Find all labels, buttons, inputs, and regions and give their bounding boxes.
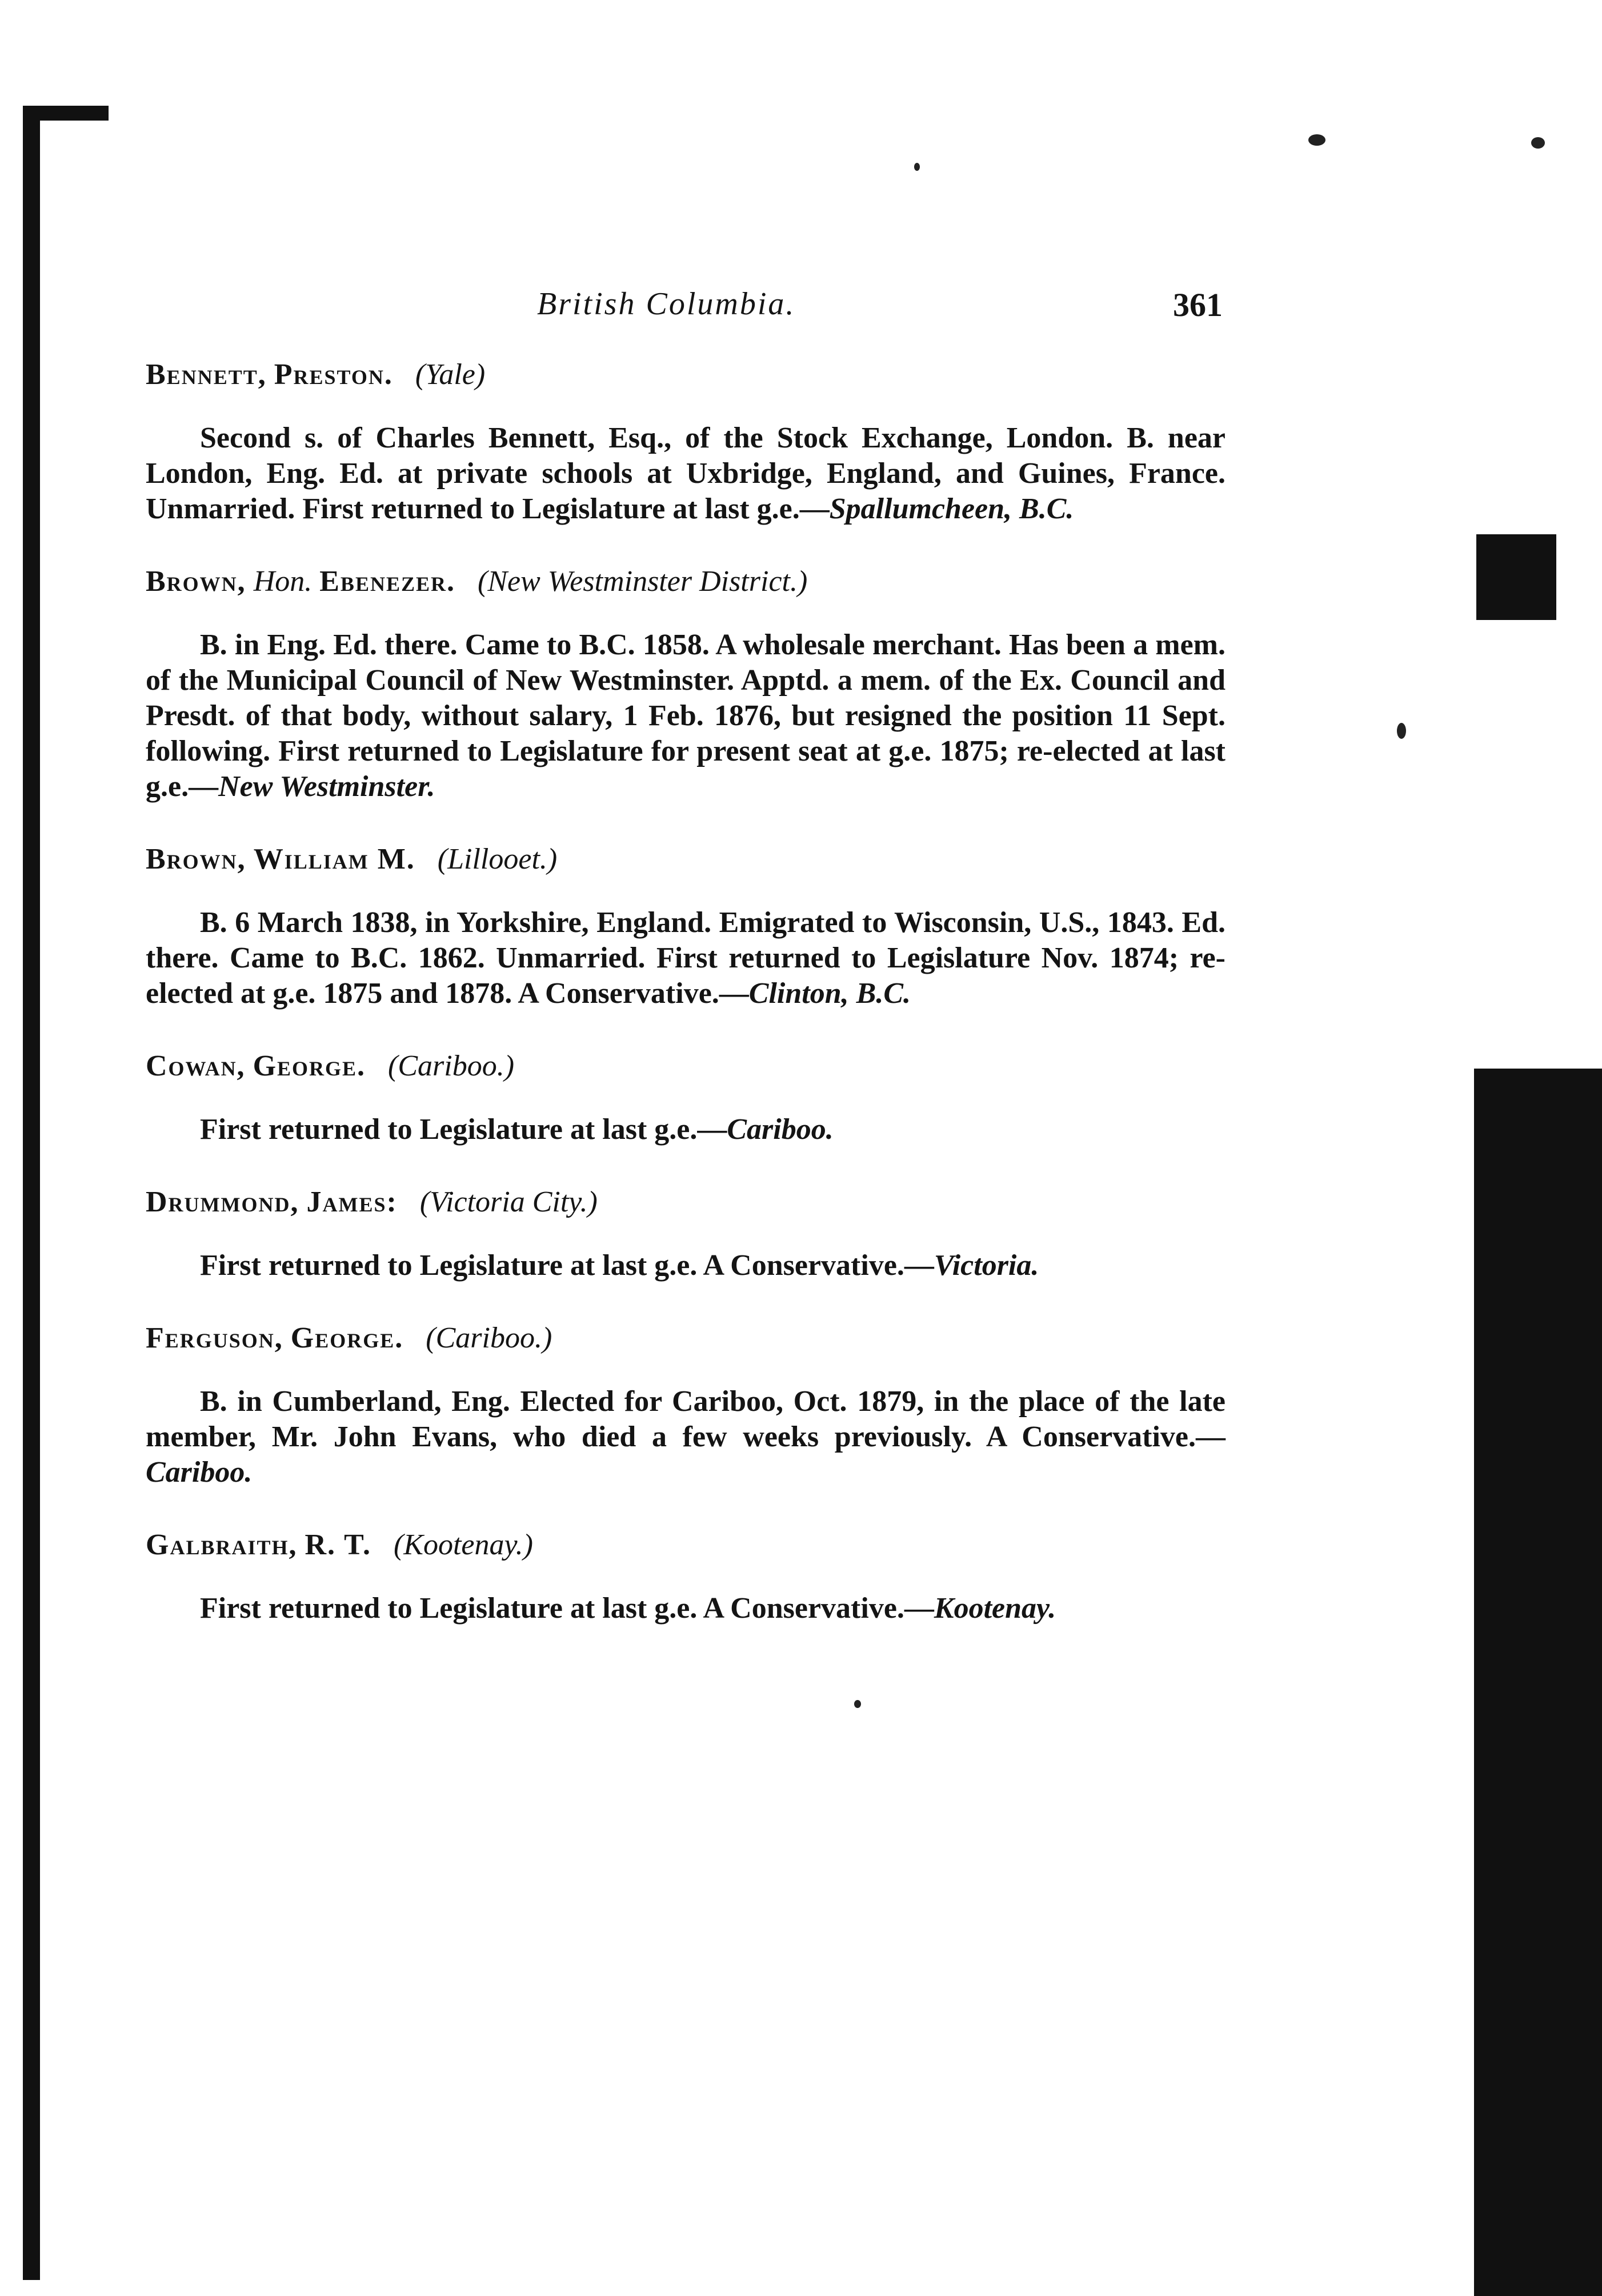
entry-body: [146, 1591, 1225, 1626]
entry-brown-ebenezer: [146, 561, 1225, 805]
entry-text: First returned to Legislature at last g.e. A Conservative.—: [200, 1592, 934, 1625]
entry-body: [146, 1248, 1225, 1283]
entry-heading: [146, 839, 1225, 880]
entry-given-name: George.: [290, 1322, 404, 1354]
entry-residence: Spallumcheen, B.C.: [829, 493, 1074, 525]
page-number: 361: [1173, 286, 1223, 323]
scan-speck: [1308, 134, 1325, 146]
entry-heading: [146, 1046, 1225, 1087]
entry-constituency: (Yale): [415, 358, 486, 391]
entry-body: [146, 1384, 1225, 1490]
entry-heading: [146, 354, 1225, 395]
entry-given-name: William M.: [253, 843, 415, 875]
scan-artifact-block: [1474, 1069, 1602, 2296]
scan-speck: [1531, 137, 1545, 149]
entry-text: B. in Eng. Ed. there. Came to B.C. 1858. A wholesale merchant. Has been a mem. of the Municipal Council of New Westminster. Apptd. a mem. of the Ex. Council and Presdt. of that body, without salary, 1 Feb. 1876, but resigned the position 11 Sept. following. First returned to Legislature for present seat at g.e. 1875; re-elected at last g.e.—: [146, 629, 1225, 803]
entry-surname: Brown,: [146, 565, 246, 598]
running-title: British Columbia.: [537, 286, 796, 322]
entry-residence: Cariboo.: [727, 1113, 834, 1146]
entry-brown-william: [146, 839, 1225, 1011]
entry-heading: [146, 1525, 1225, 1566]
entry-galbraith: [146, 1525, 1225, 1626]
scan-speck: [914, 163, 920, 171]
entry-surname: Drummond,: [146, 1186, 299, 1218]
entry-ferguson: [146, 1318, 1225, 1490]
entry-heading: [146, 1318, 1225, 1359]
entry-body: [146, 1112, 1225, 1147]
scan-speck: [1397, 723, 1406, 739]
entry-constituency: (Victoria City.): [419, 1186, 598, 1218]
entry-given-name: George.: [253, 1050, 366, 1082]
entry-cowan: [146, 1046, 1225, 1147]
biographical-entries: [146, 354, 1225, 1661]
entry-text: First returned to Legislature at last g.e.—: [200, 1113, 727, 1146]
entry-given-name: Ebenezer.: [319, 565, 455, 598]
entry-bennett: [146, 354, 1225, 527]
entry-given-name: James:: [306, 1186, 398, 1218]
entry-text: Second s. of Charles Bennett, Esq., of the Stock Exchange, London. B. near London, Eng. Ed. at private schools at Uxbridge, England, and Guines, France. Unmarried. First returned to Legislature at last g.e.—: [146, 422, 1225, 525]
entry-surname: Cowan,: [146, 1050, 246, 1082]
entry-constituency: (Cariboo.): [388, 1050, 515, 1082]
entry-surname: Galbraith,: [146, 1529, 298, 1561]
entry-residence: Kootenay.: [934, 1592, 1056, 1625]
entry-constituency: (Cariboo.): [426, 1322, 552, 1354]
entry-text: B. in Cumberland, Eng. Elected for Cariboo, Oct. 1879, in the place of the late member, Mr. John Evans, who died a few weeks previously. A Conservative.—: [146, 1385, 1225, 1453]
entry-given-name: R. T.: [305, 1529, 371, 1561]
page-header: [149, 286, 1223, 331]
entry-constituency: (Kootenay.): [393, 1529, 533, 1561]
entry-body: [146, 421, 1225, 527]
scan-artifact-block: [1476, 534, 1556, 620]
scan-edge-bar-left: [23, 114, 40, 2280]
entry-residence: Clinton, B.C.: [748, 977, 911, 1010]
entry-surname: Brown,: [146, 843, 246, 875]
scan-edge-bar-top: [23, 106, 109, 121]
entry-constituency: (New Westminster District.): [478, 565, 808, 598]
entry-constituency: (Lillooet.): [437, 843, 558, 875]
entry-text: First returned to Legislature at last g.e. A Conservative.—: [200, 1249, 934, 1282]
entry-text: B. 6 March 1838, in Yorkshire, England. Emigrated to Wisconsin, U.S., 1843. Ed. there. Came to B.C. 1862. Unmarried. First returned to Legislature Nov. 1874; re-elected at g.e. 1875 and 1878. A Conservative.—: [146, 906, 1225, 1010]
entry-surname: Bennett,: [146, 358, 267, 391]
entry-honorific: Hon.: [253, 565, 313, 598]
entry-residence: Victoria.: [934, 1249, 1039, 1282]
entry-residence: New Westminster.: [218, 770, 435, 803]
scan-speck: [854, 1700, 861, 1708]
entry-body: [146, 627, 1225, 805]
entry-surname: Ferguson,: [146, 1322, 283, 1354]
entry-given-name: Preston.: [274, 358, 393, 391]
entry-residence: Cariboo.: [146, 1456, 253, 1489]
entry-heading: [146, 561, 1225, 602]
entry-drummond: [146, 1182, 1225, 1283]
entry-body: [146, 905, 1225, 1011]
entry-heading: [146, 1182, 1225, 1223]
